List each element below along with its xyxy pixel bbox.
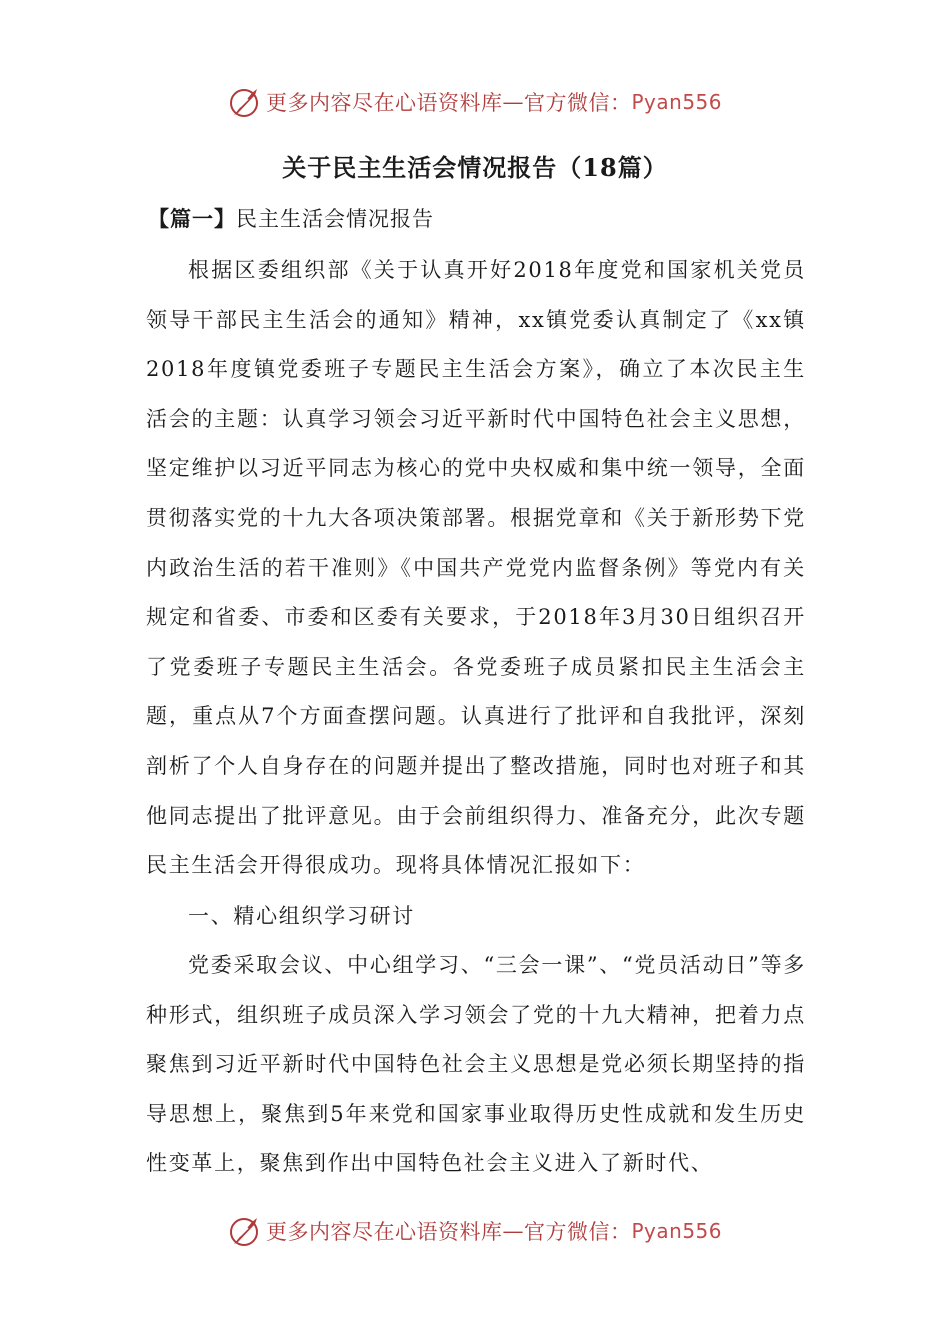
banner-wechat-label: 官方微信：	[523, 1220, 632, 1244]
chapter-label: 民主生活会情况报告	[236, 207, 434, 231]
document-title: 关于民主生活会情况报告（18篇）	[282, 153, 668, 182]
paragraph-section-one: 党委采取会议、中心组学习、“三会一课”、“党员活动日”等多种形式，组织班子成员深入学习领会了党的十九大精神，把着力点聚焦到习近平新时代中国特色社会主义思想是党必须长期坚持的指导思想上，聚焦到5年来党和国家事业取得历史性成就和发生历史性变革上，聚焦到作出中国特色社会主义进入了新时代、	[146, 953, 806, 1176]
watermark-banner-bottom	[0, 1211, 950, 1251]
banner-account: Pyan556	[631, 1219, 722, 1243]
banner-separator: —	[502, 90, 524, 114]
section-heading: 一、精心组织学习研讨	[188, 904, 415, 928]
banner-wechat-label: 官方微信：	[523, 91, 632, 115]
paragraph-intro: 根据区委组织部《关于认真开好2018年度党和国家机关党员领导干部民主生活会的通知》精神，xx镇党委认真制定了《xx镇2018年度镇党委班子专题民主生活会方案》，确立了本次民主生活会的主题：认真学习领会习近平新时代中国特色社会主义思想，坚定维护以习近平同志为核心的党中央权威和集中统一领导，全面贯彻落实党的十九大各项决策部署。根据党章和《关于新形势下党内政治生活的若干准则》《中国共产党党内监督条例》等党内有关规定和省委、市委和区委有关要求，于2018年3月30日组织召开了党委班子专题民主生活会。各党委班子成员紧扣民主生活会主题，重点从7个方面查摆问题。认真进行了批评和自我批评，深刻剖析了个人自身存在的问题并提出了整改措施，同时也对班子和其他同志提出了批评意见。由于会前组织得力、准备充分，此次专题民主生活会开得很成功。现将具体情况汇报如下：	[146, 258, 806, 878]
chapter-bracket: 【篇一】	[148, 206, 236, 231]
banner-text: 更多内容尽在心语资料库	[265, 1220, 503, 1244]
quill-pen-circle-icon	[228, 1214, 262, 1248]
chapter-heading	[148, 203, 434, 233]
watermark-banner-top	[0, 82, 950, 122]
quill-pen-circle-icon	[228, 85, 262, 119]
banner-account: Pyan556	[631, 90, 722, 114]
banner-text: 更多内容尽在心语资料库	[265, 91, 503, 115]
banner-separator: —	[502, 1219, 524, 1243]
